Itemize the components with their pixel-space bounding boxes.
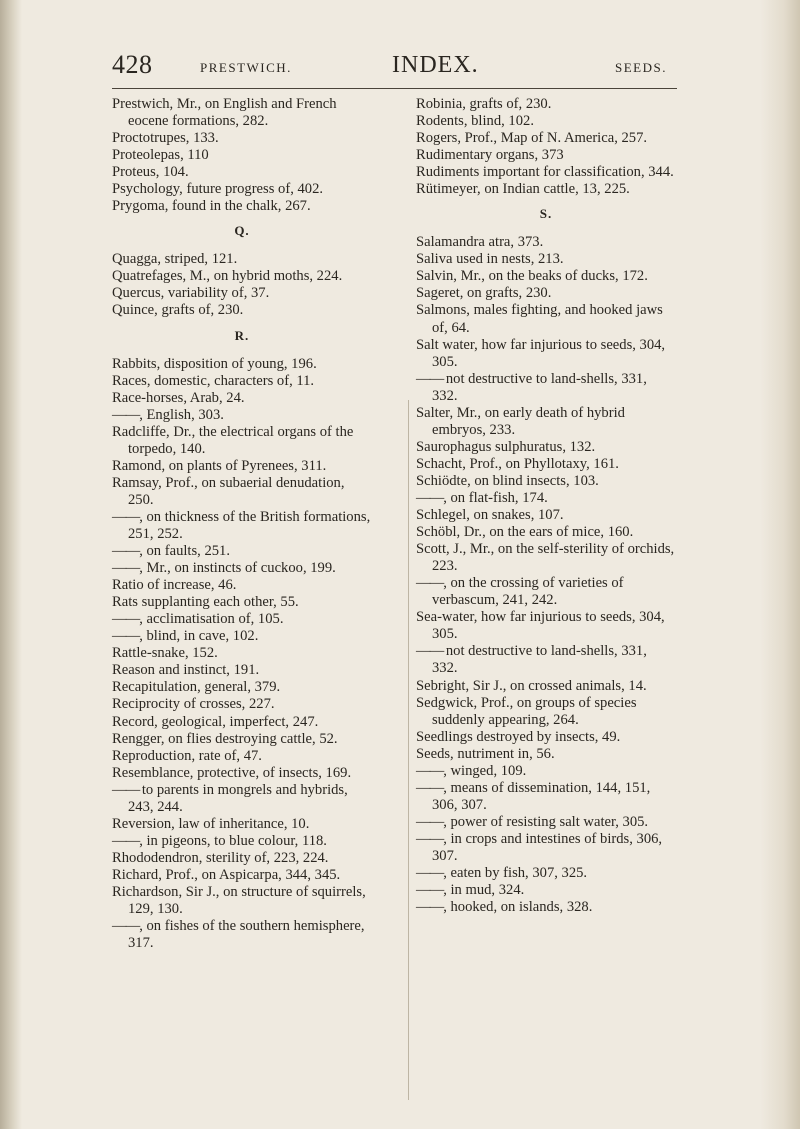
index-entry: Seedlings destroyed by insects, 49. — [416, 728, 621, 745]
running-head-title: INDEX. — [392, 52, 479, 78]
index-subentry: —— , in crops and intestines of birds, 306, 307. — [416, 831, 676, 865]
index-entry: Rattle-snake, 152. — [112, 645, 218, 662]
index-entry: Salter, Mr., on early death of hybrid embryos, 233. — [416, 404, 625, 438]
index-entry: Race-horses, Arab, 24. — [112, 389, 245, 406]
index-entry: Sageret, on grafts, 230. — [416, 285, 552, 302]
index-entry: Scott, J., Mr., on the self-sterility of orchids, 223. — [416, 541, 675, 575]
index-entry: Rudiments important for classification, 344. — [416, 164, 674, 181]
column-divider — [408, 400, 409, 1100]
section-letter: Q. — [234, 223, 250, 239]
index-subentry: —— , English, 303. — [112, 407, 372, 424]
index-entry: Resemblance, protective, of insects, 169. — [112, 764, 352, 781]
index-entry: Salamandra atra, 373. — [416, 234, 544, 251]
index-entry: Sedgwick, Prof., on groups of species suddenly appearing, 264. — [416, 694, 637, 728]
index-entry: Rabbits, disposition of young, 196. — [112, 355, 317, 372]
index-subentry: —— , on faults, 251. — [112, 543, 372, 560]
index-entry: Rudimentary organs, 373 — [416, 147, 564, 164]
index-entry: Quince, grafts of, 230. — [112, 302, 244, 319]
index-entry: Salt water, how far injurious to seeds, 304, 305. — [416, 336, 666, 370]
index-entry: Ramsay, Prof., on subaerial denudation, 250. — [112, 474, 345, 508]
page-number: 428 — [112, 50, 153, 79]
index-subentry: —— , in pigeons, to blue colour, 118. — [112, 833, 372, 850]
index-entry: Quagga, striped, 121. — [112, 251, 238, 268]
index-entry: Seeds, nutriment in, 56. — [416, 745, 555, 762]
section-letter: R. — [234, 327, 250, 343]
index-entry: Ramond, on plants of Pyrenees, 311. — [112, 457, 327, 474]
index-entry: Reason and instinct, 191. — [112, 662, 260, 679]
header-rule — [112, 88, 677, 89]
index-subentry: —— , hooked, on islands, 328. — [416, 899, 676, 916]
index-entry: Prestwich, Mr., on English and French eocene formations, 282. — [112, 96, 337, 130]
index-subentry: —— , winged, 109. — [416, 763, 676, 780]
index-subentry: —— , power of resisting salt water, 305. — [416, 814, 676, 831]
index-entry: Psychology, future progress of, 402. — [112, 181, 324, 198]
index-column-right — [416, 96, 676, 916]
index-entry: Quatrefages, M., on hybrid moths, 224. — [112, 268, 343, 285]
page-edge-shadow — [760, 0, 800, 1129]
index-subentry: —— to parents in mongrels and hybrids, 243, 244. — [112, 782, 372, 816]
index-entry: Proteus, 104. — [112, 164, 189, 181]
index-entry: Races, domestic, characters of, 11. — [112, 372, 315, 389]
index-entry: Richardson, Sir J., on structure of squirrels, 129, 130. — [112, 883, 366, 918]
index-subentry: —— , acclimatisation of, 105. — [112, 611, 372, 628]
index-entry: Salvin, Mr., on the beaks of ducks, 172. — [416, 268, 648, 285]
index-entry: Robinia, grafts of, 230. — [416, 96, 552, 112]
index-column-left — [112, 96, 372, 952]
index-entry: Reciprocity of crosses, 227. — [112, 696, 275, 713]
index-entry: Rütimeyer, on Indian cattle, 13, 225. — [416, 181, 630, 198]
index-entry: Saurophagus sulphuratus, 132. — [416, 438, 596, 455]
index-entry: Sebright, Sir J., on crossed animals, 14. — [416, 677, 647, 694]
index-entry: Salmons, males fighting, and hooked jaws of, 64. — [416, 302, 663, 336]
running-header — [112, 50, 672, 90]
index-subentry: —— , in mud, 324. — [416, 882, 676, 899]
section-letter: S. — [539, 206, 553, 222]
index-subentry: —— , on flat-fish, 174. — [416, 490, 676, 507]
index-entry: Record, geological, imperfect, 247. — [112, 713, 319, 730]
index-subentry: —— , eaten by fish, 307, 325. — [416, 865, 676, 882]
index-entry: Reversion, law of inheritance, 10. — [112, 815, 310, 832]
index-subentry: —— , blind, in cave, 102. — [112, 628, 372, 645]
index-entry: Rhododendron, sterility of, 223, 224. — [112, 849, 329, 866]
index-entry: Rengger, on flies destroying cattle, 52. — [112, 730, 338, 747]
index-entry: Proteolepas, 110 — [112, 147, 209, 164]
page-gutter-shadow — [0, 0, 22, 1129]
index-entry: Reproduction, rate of, 47. — [112, 747, 262, 764]
index-entry: Radcliffe, Dr., the electrical organs of the torpedo, 140. — [112, 423, 354, 457]
index-entry: Rodents, blind, 102. — [416, 113, 534, 130]
index-subentry: —— not destructive to land-shells, 331, 332. — [416, 371, 676, 405]
index-entry: Quercus, variability of, 37. — [112, 285, 270, 302]
running-head-first-entry: PRESTWICH. — [200, 60, 292, 75]
index-subentry: —— , on the crossing of varieties of verbascum, 241, 242. — [416, 575, 676, 609]
index-entry: Rogers, Prof., Map of N. America, 257. — [416, 130, 648, 147]
index-entry: Prygoma, found in the chalk, 267. — [112, 198, 311, 215]
index-entry: Richard, Prof., on Aspicarpa, 344, 345. — [112, 866, 341, 883]
index-entry: Schiödte, on blind insects, 103. — [416, 472, 599, 489]
index-subentry: —— , Mr., on instincts of cuckoo, 199. — [112, 560, 372, 577]
index-entry: Schlegel, on snakes, 107. — [416, 507, 564, 524]
index-entry: Ratio of increase, 46. — [112, 577, 237, 594]
index-entry: Schöbl, Dr., on the ears of mice, 160. — [416, 524, 634, 541]
index-entry: Schacht, Prof., on Phyllotaxy, 161. — [416, 455, 619, 472]
index-entry: Recapitulation, general, 379. — [112, 679, 281, 696]
index-subentry: —— not destructive to land-shells, 331, 332. — [416, 643, 676, 677]
index-subentry: —— , means of dissemination, 144, 151, 306, 307. — [416, 780, 676, 814]
index-entry: Rats supplanting each other, 55. — [112, 594, 299, 611]
index-entry: Proctotrupes, 133. — [112, 130, 219, 147]
index-subentry: —— , on fishes of the southern hemisphere, 317. — [112, 918, 372, 952]
index-subentry: —— , on thickness of the British formations, 251, 252. — [112, 509, 372, 543]
running-head-last-entry: SEEDS. — [615, 60, 667, 75]
index-entry: Saliva used in nests, 213. — [416, 251, 564, 268]
index-entry: Sea-water, how far injurious to seeds, 304, 305. — [416, 609, 665, 643]
